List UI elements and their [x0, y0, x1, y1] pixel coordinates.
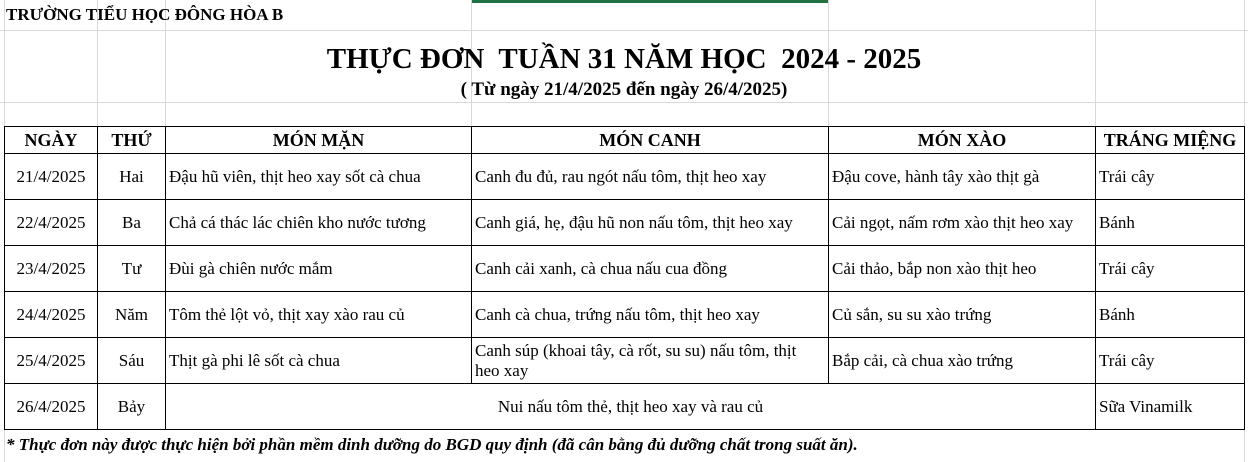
cell-dessert[interactable]: Bánh — [1096, 200, 1245, 246]
cell-weekday[interactable]: Sáu — [98, 338, 166, 384]
header-soup[interactable]: MÓN CANH — [472, 127, 829, 154]
cell-main-dish[interactable]: Thịt gà phi lê sốt cà chua — [166, 338, 472, 384]
cell-dessert[interactable]: Sữa Vinamilk — [1096, 384, 1245, 430]
grid-line — [0, 30, 1248, 31]
cell-main-dish[interactable]: Đậu hũ viên, thịt heo xay sốt cà chua — [166, 154, 472, 200]
cell-main-dish[interactable]: Tôm thẻ lột vỏ, thịt xay xào rau củ — [166, 292, 472, 338]
header-dessert[interactable]: TRÁNG MIỆNG — [1096, 127, 1245, 154]
table-row — [5, 292, 1245, 338]
table-row — [5, 384, 1245, 430]
page-title: THỰC ĐƠN TUẦN 31 NĂM HỌC 2024 - 2025 — [326, 43, 922, 75]
cell-weekday[interactable]: Tư — [98, 246, 166, 292]
cell-soup[interactable]: Canh súp (khoai tây, cà rốt, su su) nấu tôm, thịt heo xay — [472, 338, 829, 384]
table-row — [5, 200, 1245, 246]
cell-combined-dish[interactable]: Nui nấu tôm thẻ, thịt heo xay và rau củ — [166, 384, 1096, 430]
school-name: TRƯỜNG TIỂU HỌC ĐÔNG HÒA B — [6, 5, 284, 24]
cell-day[interactable]: 22/4/2025 — [5, 200, 98, 246]
cell-soup[interactable]: Canh giá, hẹ, đậu hũ non nấu tôm, thịt heo xay — [472, 200, 829, 246]
table-row — [5, 246, 1245, 292]
cell-dessert[interactable]: Bánh — [1096, 292, 1245, 338]
cell-soup[interactable]: Canh cà chua, trứng nấu tôm, thịt heo xay — [472, 292, 829, 338]
cell-day[interactable]: 24/4/2025 — [5, 292, 98, 338]
cell-soup[interactable]: Canh đu đủ, rau ngót nấu tôm, thịt heo xay — [472, 154, 829, 200]
cell-weekday[interactable]: Bảy — [98, 384, 166, 430]
header-stirfry[interactable]: MÓN XÀO — [829, 127, 1096, 154]
header-main-dish[interactable]: MÓN MẶN — [166, 127, 472, 154]
footnote: * Thực đơn này được thực hiện bởi phần mềm dinh dưỡng do BGD quy định (đã cân bằng đủ dưỡng chất trong suất ăn). — [6, 435, 858, 454]
cell-main-dish[interactable]: Đùi gà chiên nước mắm — [166, 246, 472, 292]
cell-weekday[interactable]: Hai — [98, 154, 166, 200]
cell-soup[interactable]: Canh cải xanh, cà chua nấu cua đồng — [472, 246, 829, 292]
table-header-row — [5, 127, 1245, 154]
cell-main-dish[interactable]: Chả cá thác lác chiên kho nước tương — [166, 200, 472, 246]
cell-dessert[interactable]: Trái cây — [1096, 154, 1245, 200]
active-cell-indicator — [472, 0, 828, 3]
grid-line — [0, 102, 1248, 103]
cell-stirfry[interactable]: Cải ngọt, nấm rơm xào thịt heo xay — [829, 200, 1096, 246]
menu-table — [4, 126, 1245, 430]
cell-weekday[interactable]: Ba — [98, 200, 166, 246]
cell-day[interactable]: 25/4/2025 — [5, 338, 98, 384]
cell-day[interactable]: 23/4/2025 — [5, 246, 98, 292]
header-weekday[interactable]: THỨ — [98, 127, 166, 154]
date-range-subtitle: ( Từ ngày 21/4/2025 đến ngày 26/4/2025) — [460, 79, 788, 100]
cell-dessert[interactable]: Trái cây — [1096, 338, 1245, 384]
cell-stirfry[interactable]: Bắp cải, cà chua xào trứng — [829, 338, 1096, 384]
cell-dessert[interactable]: Trái cây — [1096, 246, 1245, 292]
cell-stirfry[interactable]: Đậu cove, hành tây xào thịt gà — [829, 154, 1096, 200]
table-row — [5, 154, 1245, 200]
cell-day[interactable]: 26/4/2025 — [5, 384, 98, 430]
cell-day[interactable]: 21/4/2025 — [5, 154, 98, 200]
table-row — [5, 338, 1245, 384]
header-day[interactable]: NGÀY — [5, 127, 98, 154]
cell-stirfry[interactable]: Cải thảo, bắp non xào thịt heo — [829, 246, 1096, 292]
cell-weekday[interactable]: Năm — [98, 292, 166, 338]
cell-stirfry[interactable]: Củ sắn, su su xào trứng — [829, 292, 1096, 338]
